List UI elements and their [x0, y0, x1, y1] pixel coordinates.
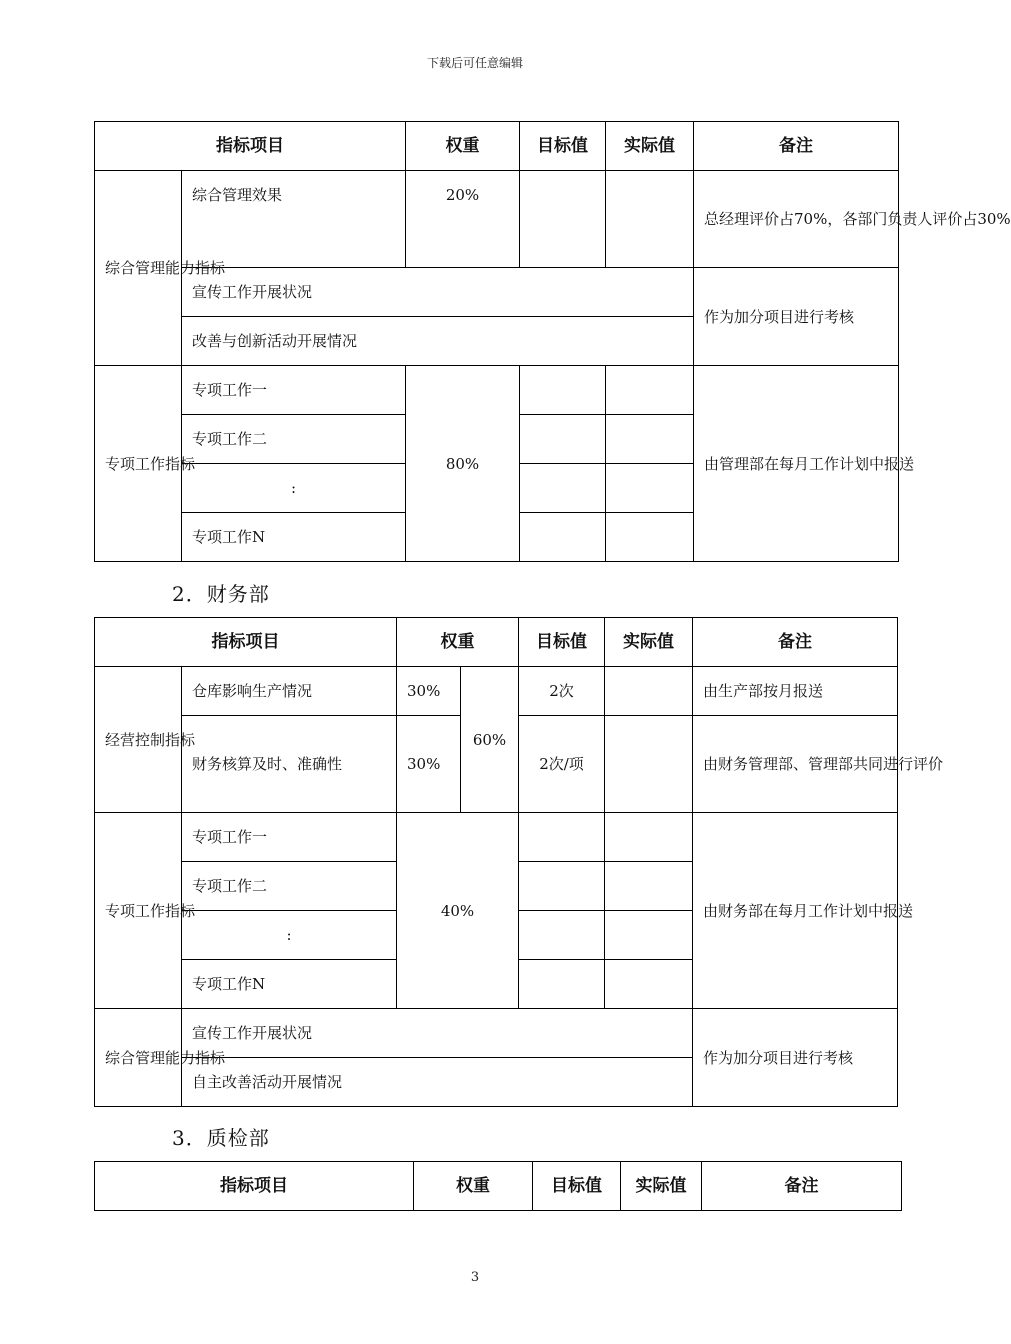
target-warehouse: 2次	[519, 667, 605, 716]
category-special: 专项工作指标	[95, 813, 182, 1009]
actual-cell	[606, 171, 694, 268]
table-header-row	[95, 618, 898, 667]
item-special-2: 专项工作二	[182, 862, 397, 911]
header-target: 目标值	[533, 1162, 621, 1211]
target-cell	[519, 862, 605, 911]
weight-mgmt-effect: 20%	[406, 171, 520, 268]
header-note: 备注	[693, 618, 898, 667]
header-actual: 实际值	[621, 1162, 702, 1211]
actual-cell	[605, 667, 693, 716]
header-actual: 实际值	[606, 122, 694, 171]
section-title-quality: 3．质检部	[172, 1126, 270, 1150]
target-cell	[519, 911, 605, 960]
note-mgmt-effect: 总经理评价占70%，各部门负责人评价占30%	[694, 171, 899, 268]
header-weight: 权重	[414, 1162, 533, 1211]
item-accounting: 财务核算及时、准确性	[182, 716, 397, 813]
actual-cell	[606, 415, 694, 464]
header-note: 下载后可任意编辑	[426, 56, 523, 70]
note-special: 由管理部在每月工作计划中报送	[694, 366, 899, 562]
item-special-ellipsis: :	[182, 464, 406, 513]
item-special-n: 专项工作N	[182, 960, 397, 1009]
table-row	[95, 667, 898, 716]
actual-cell	[606, 366, 694, 415]
target-cell	[520, 415, 606, 464]
item-special-1: 专项工作一	[182, 813, 397, 862]
actual-cell	[605, 862, 693, 911]
note-bonus: 作为加分项目进行考核	[693, 1009, 898, 1107]
actual-cell	[605, 911, 693, 960]
category-mgmt: 综合管理能力指标	[95, 1009, 182, 1107]
target-cell	[520, 366, 606, 415]
header-note: 备注	[694, 122, 899, 171]
target-cell	[520, 171, 606, 268]
table-quality-kpi	[94, 1161, 902, 1211]
weight-accounting: 30%	[397, 716, 461, 813]
section-title-finance: 2．财务部	[172, 582, 270, 606]
item-warehouse: 仓库影响生产情况	[182, 667, 397, 716]
table-row	[95, 366, 899, 415]
table-row	[95, 813, 898, 862]
table-finance-kpi	[94, 617, 944, 1107]
page-number: 3	[470, 1270, 480, 1285]
item-special-2: 专项工作二	[182, 415, 406, 464]
item-mgmt-effect: 综合管理效果	[182, 171, 406, 268]
actual-cell	[606, 513, 694, 562]
category-special: 专项工作指标	[95, 366, 182, 562]
header-actual: 实际值	[605, 618, 693, 667]
table-row	[95, 268, 899, 317]
header-target: 目标值	[519, 618, 605, 667]
item-special-n: 专项工作N	[182, 513, 406, 562]
item-innovation: 改善与创新活动开展情况	[182, 317, 694, 366]
header-note: 备注	[702, 1162, 902, 1211]
header-weight: 权重	[397, 618, 519, 667]
actual-cell	[605, 813, 693, 862]
actual-cell	[605, 716, 693, 813]
header-weight: 权重	[406, 122, 520, 171]
note-bonus: 作为加分项目进行考核	[694, 268, 899, 366]
item-publicity: 宣传工作开展状况	[182, 268, 694, 317]
category-ops: 经营控制指标	[95, 667, 182, 813]
item-special-ellipsis: :	[182, 911, 397, 960]
table-row	[95, 1009, 898, 1058]
weight-special: 80%	[406, 366, 520, 562]
actual-cell	[606, 464, 694, 513]
target-cell	[519, 813, 605, 862]
category-mgmt: 综合管理能力指标	[95, 171, 182, 366]
table-management-kpi	[94, 121, 1011, 562]
table-row	[95, 171, 899, 268]
actual-cell	[605, 960, 693, 1009]
weight-warehouse: 30%	[397, 667, 461, 716]
item-self-improve: 自主改善活动开展情况	[182, 1058, 693, 1107]
header-item: 指标项目	[95, 1162, 414, 1211]
note-accounting: 由财务管理部、管理部共同进行评价	[693, 716, 898, 813]
weight-special: 40%	[397, 813, 519, 1009]
target-accounting: 2次/项	[519, 716, 605, 813]
item-publicity: 宣传工作开展状况	[182, 1009, 693, 1058]
header-target: 目标值	[520, 122, 606, 171]
header-item: 指标项目	[95, 618, 397, 667]
table-header-row	[95, 1162, 902, 1211]
header-item: 指标项目	[95, 122, 406, 171]
table-header-row	[95, 122, 899, 171]
note-warehouse: 由生产部按月报送	[693, 667, 898, 716]
note-special: 由财务部在每月工作计划中报送	[693, 813, 898, 1009]
weight-ops-total: 60%	[461, 667, 519, 813]
target-cell	[519, 960, 605, 1009]
target-cell	[520, 464, 606, 513]
target-cell	[520, 513, 606, 562]
item-special-1: 专项工作一	[182, 366, 406, 415]
